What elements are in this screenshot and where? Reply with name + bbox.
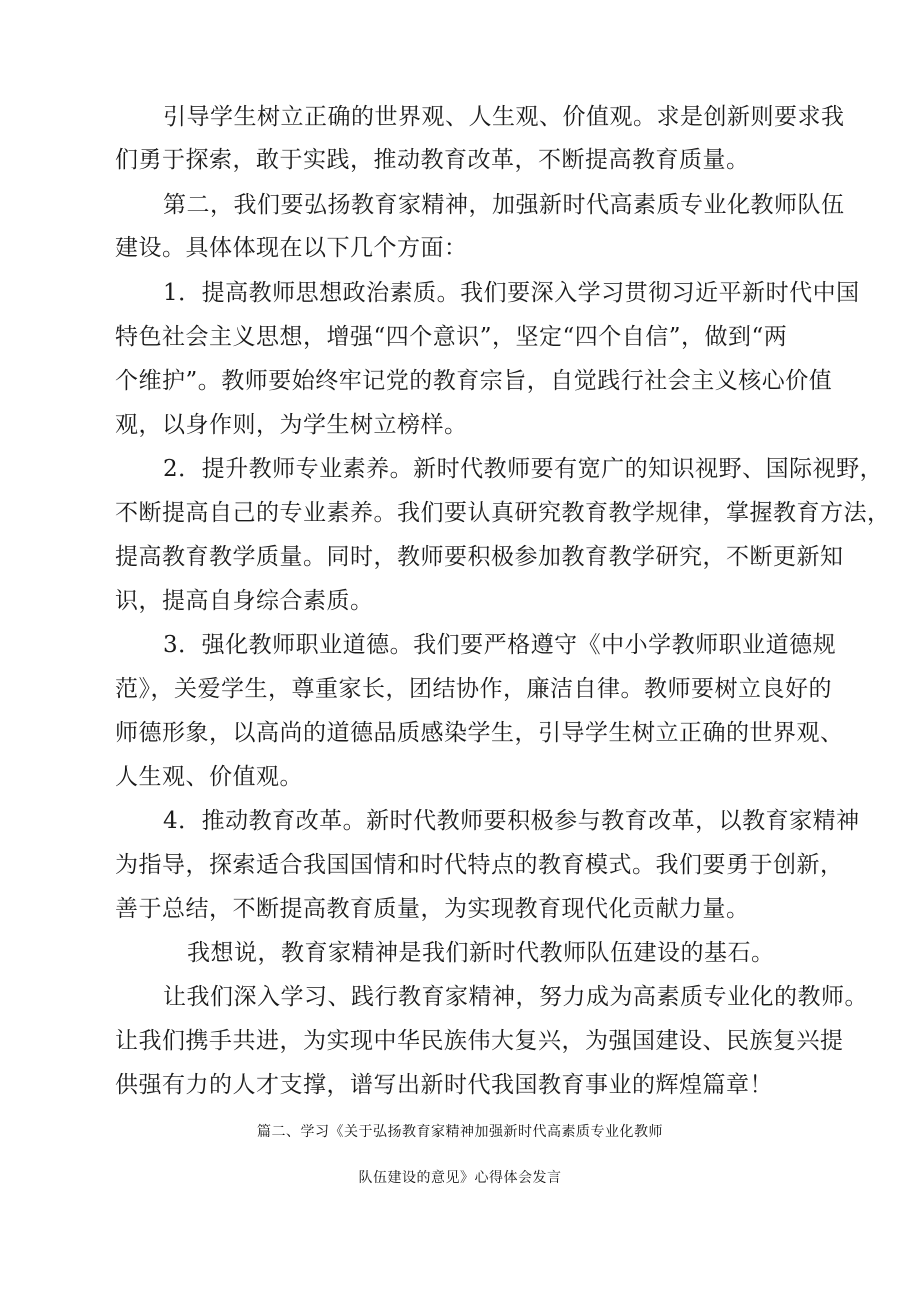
list-item-3-line: 人生观、价值观。 — [115, 764, 303, 790]
section-heading-line-2: 队伍建设的意见》心得体会发言 — [358, 1170, 562, 1186]
list-item-1-line: 1．提高教师思想政治素质。我们要深入学习贯彻习近平新时代中国 — [163, 280, 860, 306]
list-item-2-line: 不断提高自己的专业素养。我们要认真研究教育教学规律，掌握教育方法， — [115, 500, 891, 526]
body-text-line: 们勇于探索，敢于实践，推动教育改革，不断提高教育质量。 — [115, 147, 750, 173]
list-item-1-line: 观，以身作则，为学生树立榜样。 — [115, 412, 468, 438]
list-item-1-line: 特色社会主义思想，增强“四个意识”，坚定“四个自信”，做到“两 — [115, 324, 788, 350]
body-text-line: 建设。具体体现在以下几个方面： — [115, 235, 468, 261]
body-text-line: 供强有力的人才支撑，谱写出新时代我国教育事业的辉煌篇章！ — [115, 1072, 773, 1098]
body-text-line: 第二，我们要弘扬教育家精神，加强新时代高素质专业化教师队伍 — [163, 192, 845, 218]
section-heading-line-1: 篇二、学习《关于弘扬教育家精神加强新时代高素质专业化教师 — [257, 1124, 663, 1140]
body-text-line: 引导学生树立正确的世界观、人生观、价值观。求是创新则要求我 — [163, 104, 845, 130]
list-item-2-line: 提高教育教学质量。同时，教师要积极参加教育教学研究，不断更新知 — [115, 544, 844, 570]
list-item-3-line: 3．强化教师职业道德。我们要严格遵守《中小学教师职业道德规 — [163, 632, 837, 658]
body-text-line: 我想说，教育家精神是我们新时代教师队伍建设的基石。 — [187, 940, 775, 966]
list-item-4-line: 善于总结，不断提高教育质量，为实现教育现代化贡献力量。 — [115, 896, 750, 922]
list-item-2-line: 识，提高自身综合素质。 — [115, 588, 374, 614]
body-text-line: 让我们携手共进，为实现中华民族伟大复兴，为强国建设、民族复兴提 — [115, 1028, 844, 1054]
list-item-2-line: 2．提升教师专业素养。新时代教师要有宽广的知识视野、国际视野， — [163, 456, 884, 482]
list-item-1-line: 个维护”。教师要始终牢记党的教育宗旨，自觉践行社会主义核心价值 — [115, 368, 833, 394]
body-text-line: 让我们深入学习、践行教育家精神，努力成为高素质专业化的教师。 — [163, 984, 868, 1010]
list-item-3-line: 范》，关爱学生，尊重家长，团结协作，廉洁自律。教师要树立良好的 — [115, 676, 832, 702]
list-item-4-line: 为指导，探索适合我国国情和时代特点的教育模式。我们要勇于创新， — [115, 852, 844, 878]
list-item-3-line: 师德形象，以高尚的道德品质感染学生，引导学生树立正确的世界观、 — [115, 720, 844, 746]
list-item-4-line: 4．推动教育改革。新时代教师要积极参与教育改革，以教育家精神 — [163, 808, 860, 834]
